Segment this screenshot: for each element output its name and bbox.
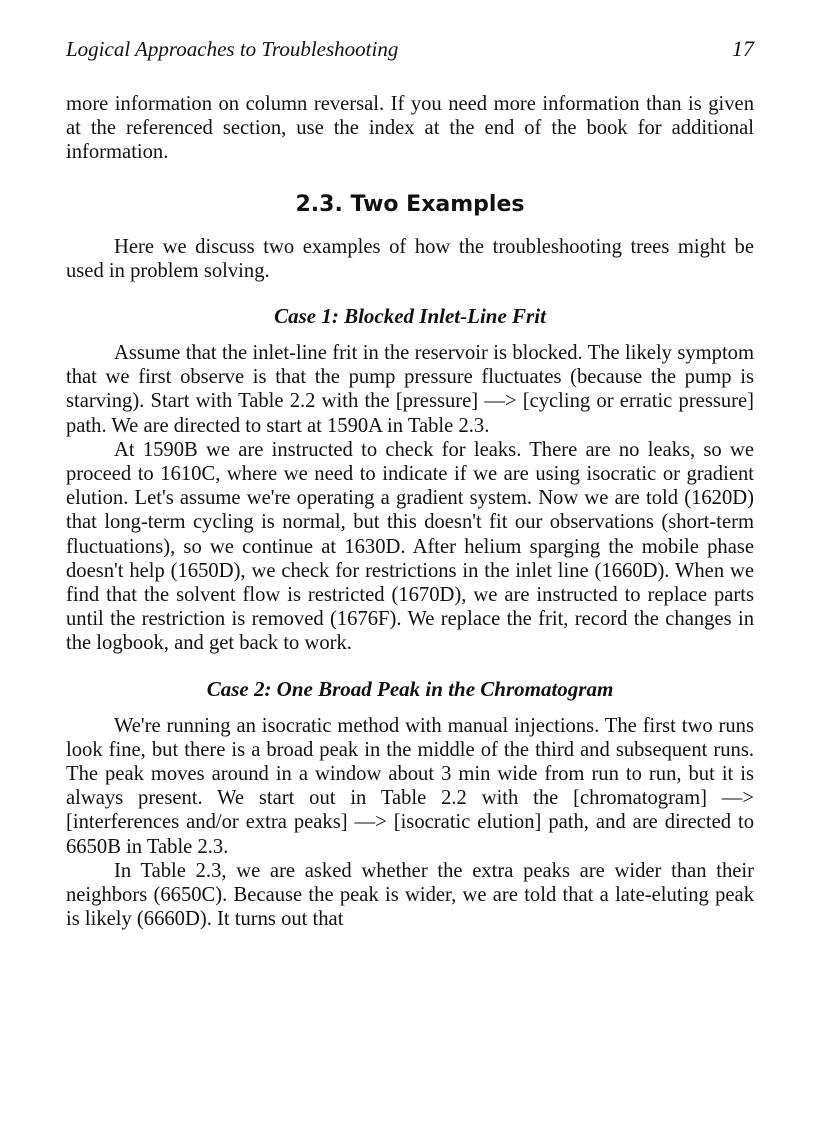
page-number: 17	[732, 36, 754, 61]
case-1-paragraph-2: At 1590B we are instructed to check for leaks. There are no leaks, so we proceed to 1610C, where we need to indicate if we are using isocratic or gradient elution. Let's assume we're operating a gradient system. Now we are told (1620D) that long-term cycling is normal, but this doesn't fit our observations (short-term fluctuations), so we continue at 1630D. After helium sparging the mobile phase doesn't help (1650D), we check for restrictions in the inlet line (1660D). When we find that the solvent flow is restricted (1670D), we are instructed to replace parts until the restriction is removed (1676F). We replace the frit, record the changes in the logbook, and get back to work.	[66, 438, 754, 655]
book-page	[66, 36, 754, 931]
case-1-paragraph-1: Assume that the inlet-line frit in the reservoir is blocked. The likely symptom that we first observe is that the pump pressure fluctuates (because the pump is starving). Start with Table 2.2 with the [pressure] —> [cycling or erratic pressure] path. We are directed to start at 1590A in Table 2.3.	[66, 342, 754, 437]
section-intro-paragraph: Here we discuss two examples of how the troubleshooting trees might be used in problem solving.	[66, 235, 754, 282]
case-2-paragraph-2: In Table 2.3, we are asked whether the extra peaks are wider than their neighbors (6650C). Because the peak is wider, we are told that a late-eluting peak is likely (6660D). It turns out that	[66, 859, 754, 931]
running-head-title: Logical Approaches to Troubleshooting	[66, 37, 399, 61]
intro-paragraph: more information on column reversal. If you need more information than is given at the referenced section, use the index at the end of the book for additional information.	[66, 93, 754, 164]
section-heading: 2.3. Two Examples	[295, 191, 525, 217]
case-2-paragraph-1: We're running an isocratic method with manual injections. The first two runs look fine, but there is a broad peak in the middle of the third and subsequent runs. The peak moves around in a window about 3 min wide from run to run, but it is always present. We start out in Table 2.2 with the [chromatogram] —> [interferences and/or extra peaks] —> [isocratic elution] path, and are directed to 6650B in Table 2.3.	[66, 714, 754, 858]
case-1-heading: Case 1: Blocked Inlet-Line Frit	[274, 304, 546, 329]
running-head	[66, 36, 754, 66]
case-2-heading: Case 2: One Broad Peak in the Chromatogram	[206, 676, 614, 701]
